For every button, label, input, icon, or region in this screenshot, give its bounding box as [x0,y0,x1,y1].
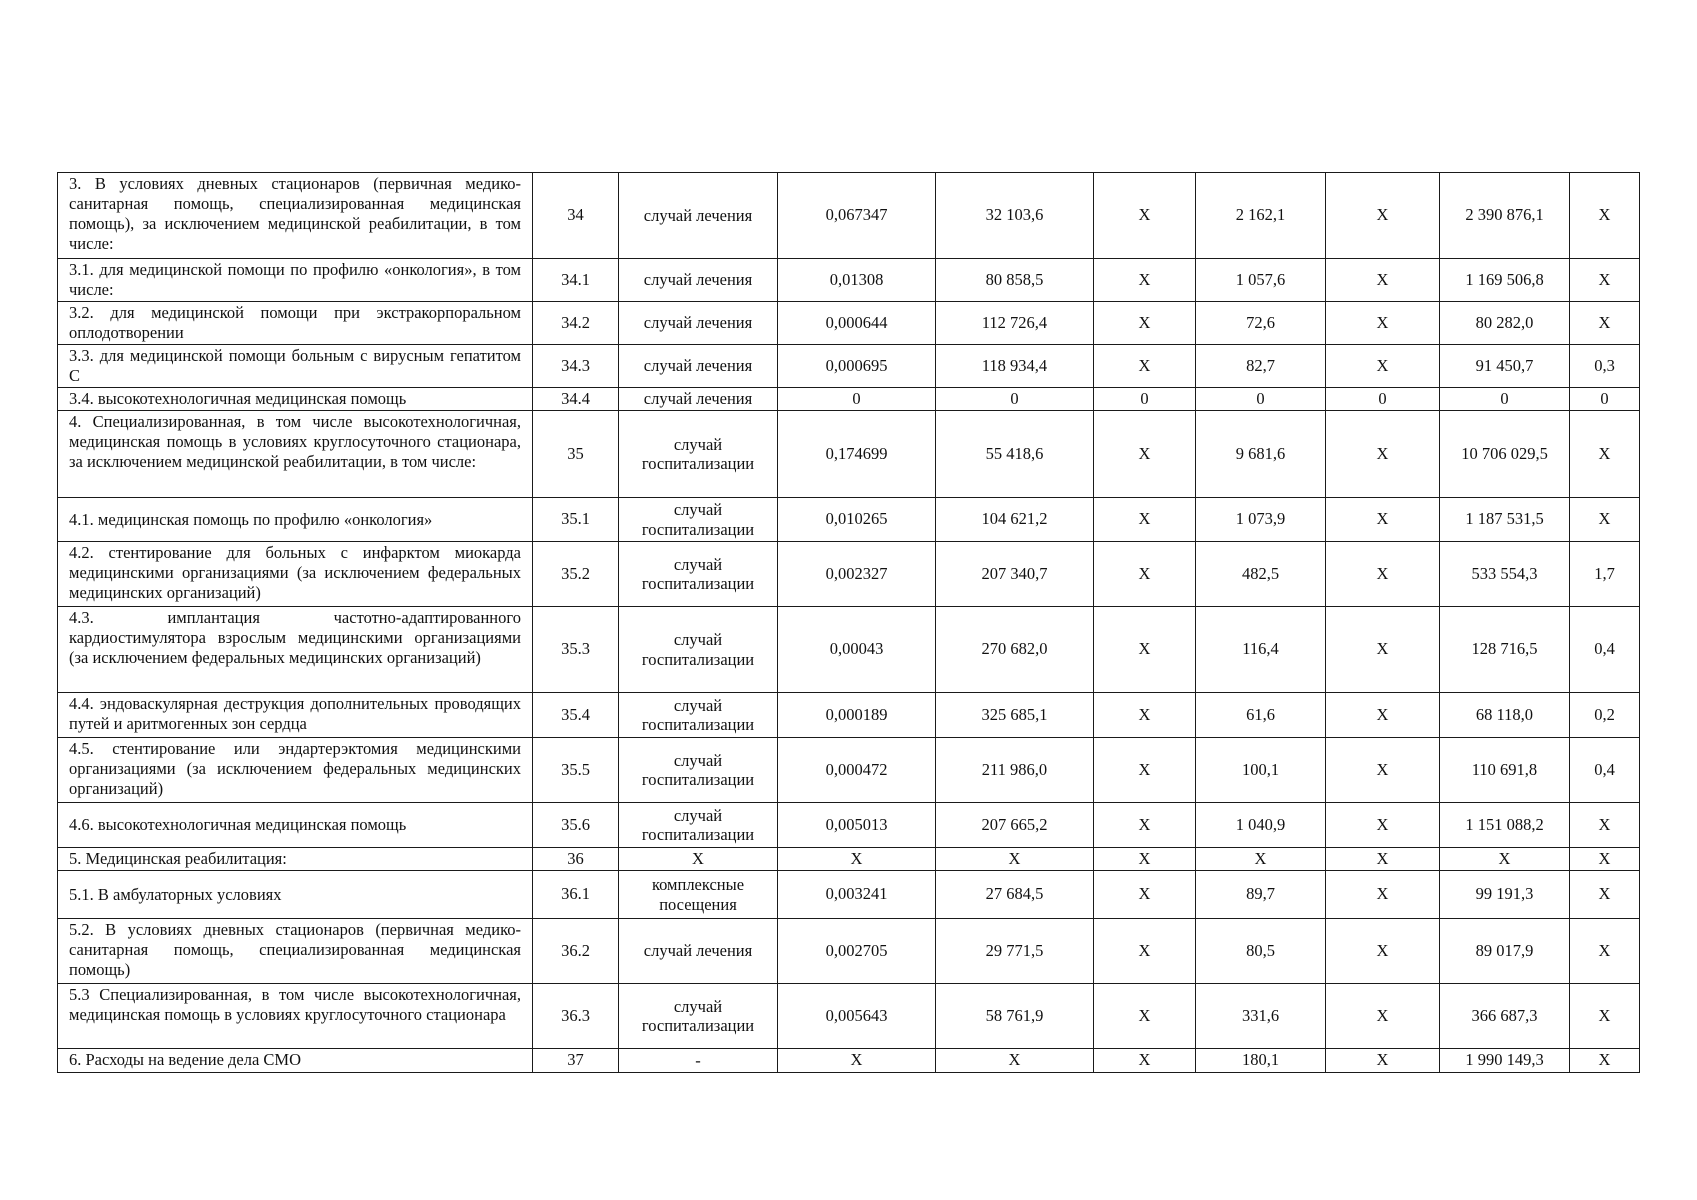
row-name-cell: 4.4. эндоваскулярная деструкция дополнительных проводящих путей и аритмогенных зон сердца [58,693,533,738]
row-value-cell: 1 187 531,5 [1440,498,1570,542]
row-code-cell: 36.1 [533,871,619,919]
row-value-cell: X [1094,738,1196,803]
row-value-cell: X [1094,411,1196,498]
row-value-cell: X [1094,919,1196,984]
table-row [58,542,1640,607]
row-value-cell: X [1326,871,1440,919]
row-value-cell: 1 073,9 [1196,498,1326,542]
row-value-cell: 72,6 [1196,302,1326,345]
row-value-cell: X [1196,848,1326,871]
row-value-cell: 29 771,5 [936,919,1094,984]
row-value-cell: 1,7 [1570,542,1640,607]
row-unit-cell: случай госпитализации [619,498,778,542]
row-code-cell: 35 [533,411,619,498]
row-value-cell: X [1326,345,1440,388]
table-row [58,498,1640,542]
row-value-cell: 0,002705 [778,919,936,984]
row-unit-cell: случай лечения [619,919,778,984]
table-row [58,871,1640,919]
row-value-cell: X [1094,173,1196,259]
row-name-cell: 4.6. высокотехнологичная медицинская помощь [58,803,533,848]
row-code-cell: 35.6 [533,803,619,848]
row-value-cell: 0,3 [1570,345,1640,388]
table-row [58,607,1640,693]
row-value-cell: 91 450,7 [1440,345,1570,388]
row-value-cell: 533 554,3 [1440,542,1570,607]
row-name-cell: 3.3. для медицинской помощи больным с вирусным гепатитом С [58,345,533,388]
row-code-cell: 35.5 [533,738,619,803]
row-value-cell: X [1094,693,1196,738]
row-value-cell: X [1326,919,1440,984]
row-unit-cell: случай госпитализации [619,803,778,848]
row-value-cell: 0,003241 [778,871,936,919]
row-code-cell: 36 [533,848,619,871]
row-unit-cell: случай госпитализации [619,738,778,803]
row-value-cell: X [1570,498,1640,542]
row-unit-cell: комплексные посещения [619,871,778,919]
row-name-cell: 3. В условиях дневных стационаров (первичная медико-санитарная помощь, специализированная медицинская помощь), за исключением медицинской реабилитации, в том числе: [58,173,533,259]
row-value-cell: 0 [1570,388,1640,411]
row-value-cell: 325 685,1 [936,693,1094,738]
row-unit-cell: - [619,1049,778,1073]
row-value-cell: 0,000472 [778,738,936,803]
row-value-cell: 207 665,2 [936,803,1094,848]
row-value-cell: X [936,1049,1094,1073]
row-name-cell: 5. Медицинская реабилитация: [58,848,533,871]
table-row [58,848,1640,871]
row-value-cell: 0,174699 [778,411,936,498]
row-value-cell: X [1570,984,1640,1049]
row-value-cell: 112 726,4 [936,302,1094,345]
row-value-cell: 0,002327 [778,542,936,607]
row-value-cell: 2 390 876,1 [1440,173,1570,259]
row-value-cell: 0,005013 [778,803,936,848]
row-name-cell: 4.3. имплантация частотно-адаптированного кардиостимулятора взрослым медицинскими организациями (за исключением федеральных медицинских организаций) [58,607,533,693]
row-name-cell: 3.1. для медицинской помощи по профилю «онкология», в том числе: [58,259,533,302]
row-value-cell: X [1570,173,1640,259]
row-value-cell: 80 858,5 [936,259,1094,302]
row-value-cell: 80,5 [1196,919,1326,984]
row-value-cell: X [778,848,936,871]
row-value-cell: X [1440,848,1570,871]
row-value-cell: 366 687,3 [1440,984,1570,1049]
row-code-cell: 34.4 [533,388,619,411]
row-code-cell: 36.2 [533,919,619,984]
row-value-cell: X [1570,1049,1640,1073]
row-unit-cell: случай госпитализации [619,542,778,607]
row-name-cell: 5.3 Специализированная, в том числе высокотехнологичная, медицинская помощь в условиях круглосуточного стационара [58,984,533,1049]
row-value-cell: X [1570,919,1640,984]
row-value-cell: 0,000644 [778,302,936,345]
row-value-cell: X [1570,803,1640,848]
row-unit-cell: случай лечения [619,345,778,388]
row-code-cell: 35.4 [533,693,619,738]
row-unit-cell: случай лечения [619,173,778,259]
row-value-cell: X [1094,803,1196,848]
row-name-cell: 5.1. В амбулаторных условиях [58,871,533,919]
row-value-cell: X [1570,848,1640,871]
row-code-cell: 34.3 [533,345,619,388]
row-value-cell: 0,01308 [778,259,936,302]
row-value-cell: X [1094,1049,1196,1073]
row-code-cell: 36.3 [533,984,619,1049]
row-value-cell: X [1094,498,1196,542]
row-value-cell: 128 716,5 [1440,607,1570,693]
row-unit-cell: случай госпитализации [619,693,778,738]
row-value-cell: X [1094,607,1196,693]
row-value-cell: X [1094,871,1196,919]
row-value-cell: 58 761,9 [936,984,1094,1049]
table-row [58,388,1640,411]
row-value-cell: X [1326,848,1440,871]
row-value-cell: X [1094,984,1196,1049]
row-unit-cell: случай госпитализации [619,411,778,498]
row-value-cell: X [1326,738,1440,803]
row-name-cell: 4.1. медицинская помощь по профилю «онкология» [58,498,533,542]
row-value-cell: X [1570,871,1640,919]
row-value-cell: X [1326,607,1440,693]
row-unit-cell: случай лечения [619,259,778,302]
row-value-cell: X [1094,302,1196,345]
row-name-cell: 3.2. для медицинской помощи при экстракорпоральном оплодотворении [58,302,533,345]
row-value-cell: 0 [1440,388,1570,411]
row-value-cell: 0 [1196,388,1326,411]
row-value-cell: 2 162,1 [1196,173,1326,259]
row-code-cell: 34.2 [533,302,619,345]
row-value-cell: X [1570,411,1640,498]
row-value-cell: X [778,1049,936,1073]
row-value-cell: 1 040,9 [1196,803,1326,848]
table-row [58,345,1640,388]
row-unit-cell: случай лечения [619,388,778,411]
row-value-cell: 211 986,0 [936,738,1094,803]
row-name-cell: 4. Специализированная, в том числе высокотехнологичная, медицинская помощь в условиях круглосуточного стационара, за исключением медицинской реабилитации, в том числе: [58,411,533,498]
row-value-cell: 27 684,5 [936,871,1094,919]
row-value-cell: 9 681,6 [1196,411,1326,498]
row-value-cell: 104 621,2 [936,498,1094,542]
row-value-cell: X [1326,693,1440,738]
row-code-cell: 37 [533,1049,619,1073]
row-value-cell: 0 [1326,388,1440,411]
row-value-cell: 0,067347 [778,173,936,259]
row-code-cell: 34 [533,173,619,259]
row-value-cell: 207 340,7 [936,542,1094,607]
row-value-cell: 1 057,6 [1196,259,1326,302]
row-value-cell: 180,1 [1196,1049,1326,1073]
row-value-cell: X [1326,302,1440,345]
row-value-cell: 89,7 [1196,871,1326,919]
row-value-cell: 82,7 [1196,345,1326,388]
row-value-cell: X [1326,259,1440,302]
row-name-cell: 5.2. В условиях дневных стационаров (первичная медико-санитарная помощь, специализированная медицинская помощь) [58,919,533,984]
row-name-cell: 6. Расходы на ведение дела СМО [58,1049,533,1073]
row-value-cell: X [1326,411,1440,498]
row-value-cell: 110 691,8 [1440,738,1570,803]
row-value-cell: 0,4 [1570,738,1640,803]
row-name-cell: 3.4. высокотехнологичная медицинская помощь [58,388,533,411]
row-value-cell: 89 017,9 [1440,919,1570,984]
row-unit-cell: случай лечения [619,302,778,345]
row-value-cell: X [1326,498,1440,542]
row-code-cell: 35.2 [533,542,619,607]
row-value-cell: 116,4 [1196,607,1326,693]
row-value-cell: 80 282,0 [1440,302,1570,345]
table-row [58,302,1640,345]
row-value-cell: X [1326,984,1440,1049]
table-row [58,738,1640,803]
row-value-cell: 0,005643 [778,984,936,1049]
row-unit-cell: X [619,848,778,871]
row-value-cell: 0,4 [1570,607,1640,693]
row-value-cell: 118 934,4 [936,345,1094,388]
row-value-cell: X [1326,1049,1440,1073]
table-row [58,411,1640,498]
table-row [58,173,1640,259]
row-value-cell: 0 [778,388,936,411]
row-value-cell: 1 169 506,8 [1440,259,1570,302]
row-value-cell: X [1094,542,1196,607]
row-value-cell: 1 990 149,3 [1440,1049,1570,1073]
row-value-cell: 0 [1094,388,1196,411]
table-row [58,693,1640,738]
row-value-cell: 0 [936,388,1094,411]
row-unit-cell: случай госпитализации [619,607,778,693]
row-value-cell: 10 706 029,5 [1440,411,1570,498]
row-value-cell: X [1326,173,1440,259]
row-value-cell: 100,1 [1196,738,1326,803]
row-name-cell: 4.2. стентирование для больных с инфарктом миокарда медицинскими организациями (за исключением федеральных медицинских организаций) [58,542,533,607]
row-value-cell: 99 191,3 [1440,871,1570,919]
table-row [58,919,1640,984]
row-value-cell: 0,00043 [778,607,936,693]
table-row [58,803,1640,848]
row-value-cell: X [1326,803,1440,848]
row-value-cell: X [1326,542,1440,607]
row-value-cell: 331,6 [1196,984,1326,1049]
row-value-cell: X [1570,259,1640,302]
row-value-cell: 1 151 088,2 [1440,803,1570,848]
funding-table [57,172,1640,1073]
row-value-cell: X [1094,345,1196,388]
row-value-cell: 0,000189 [778,693,936,738]
row-value-cell: 482,5 [1196,542,1326,607]
row-unit-cell: случай госпитализации [619,984,778,1049]
row-value-cell: 61,6 [1196,693,1326,738]
row-value-cell: 0,000695 [778,345,936,388]
row-value-cell: X [1570,302,1640,345]
row-value-cell: 0,010265 [778,498,936,542]
table-row [58,259,1640,302]
table-row [58,1049,1640,1073]
row-value-cell: 32 103,6 [936,173,1094,259]
row-value-cell: X [1094,848,1196,871]
row-code-cell: 35.1 [533,498,619,542]
row-value-cell: 55 418,6 [936,411,1094,498]
row-value-cell: 0,2 [1570,693,1640,738]
row-value-cell: 270 682,0 [936,607,1094,693]
row-name-cell: 4.5. стентирование или эндартерэктомия медицинскими организациями (за исключением федеральных медицинских организаций) [58,738,533,803]
row-value-cell: X [1094,259,1196,302]
row-code-cell: 34.1 [533,259,619,302]
table-row [58,984,1640,1049]
row-value-cell: 68 118,0 [1440,693,1570,738]
row-value-cell: X [936,848,1094,871]
row-code-cell: 35.3 [533,607,619,693]
